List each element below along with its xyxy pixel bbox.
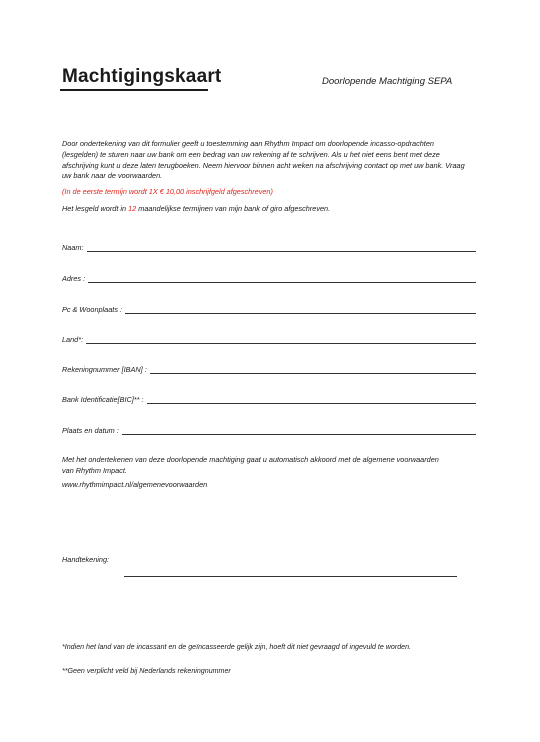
field-pc-woonplaats-line[interactable]	[125, 305, 476, 314]
field-adres-line[interactable]	[88, 274, 476, 283]
installments-sentence	[62, 204, 330, 213]
field-land[interactable]	[62, 332, 476, 344]
footnote-country: *Indien het land van de incassant en de geïncasseerde gelijk zijn, hoeft dit niet gevraagd of ingevuld te worden.	[62, 643, 412, 651]
field-pc-woonplaats[interactable]	[62, 302, 476, 314]
field-naam-line[interactable]	[87, 243, 477, 252]
field-plaats-datum-line[interactable]	[122, 426, 476, 435]
footnote-bic: **Geen verplicht veld bij Nederlands rekeningnummer	[62, 667, 231, 675]
field-naam[interactable]	[62, 240, 476, 252]
field-pc-woonplaats-label: Pc & Woonplaats :	[62, 305, 123, 314]
field-land-line[interactable]	[86, 335, 476, 344]
terms-url[interactable]: www.rhythmimpact.nl/algemenevoorwaarden	[62, 480, 208, 489]
installments-count: 12	[128, 204, 137, 213]
signature-label: Handtekening:	[62, 555, 110, 564]
page-title: Machtigingskaart	[62, 66, 222, 87]
intro-paragraph: Door ondertekening van dit formulier geeft u toestemming aan Rhythm Impact om doorlopende incasso-opdrachten (lesgelden) te sturen naar uw bank om een bedrag van uw rekening af te schrijven. Als u het niet eens bent met deze afschrijving kunt u deze laten terugboeken. Neem hiervoor binnen acht weken na afschrijving contact op met uw bank. Vraag uw bank naar de voorwaarden.	[62, 139, 465, 181]
field-bic-label: Bank Identificatie[BIC]** :	[62, 395, 144, 404]
field-iban-label: Rekeningnummer [IBAN] :	[62, 365, 147, 374]
installments-suffix: maandelijkse termijnen van mijn bank of giro afgeschreven.	[136, 204, 331, 213]
field-land-label: Land*:	[62, 335, 84, 344]
field-plaats-datum[interactable]	[62, 423, 476, 435]
field-adres[interactable]	[62, 271, 476, 283]
registration-fee-note: (In de eerste termijn wordt 1X € 10,00 inschrijfgeld afgeschreven)	[62, 187, 273, 196]
field-bic[interactable]	[62, 392, 476, 404]
field-bic-line[interactable]	[147, 395, 476, 404]
field-plaats-datum-label: Plaats en datum :	[62, 426, 119, 435]
field-iban-line[interactable]	[150, 365, 476, 374]
field-iban[interactable]	[62, 362, 476, 374]
page-subtitle: Doorlopende Machtiging SEPA	[322, 76, 453, 87]
field-naam-label: Naam:	[62, 243, 84, 252]
signature-line[interactable]	[124, 576, 457, 577]
field-adres-label: Adres :	[62, 274, 86, 283]
installments-prefix: Het lesgeld wordt in	[62, 204, 129, 213]
agreement-text: Met het ondertekenen van deze doorlopende machtiging gaat u automatisch akkoord met de algemene voorwaarden van Rhythm Impact.	[62, 455, 439, 475]
title-underline	[60, 89, 208, 91]
